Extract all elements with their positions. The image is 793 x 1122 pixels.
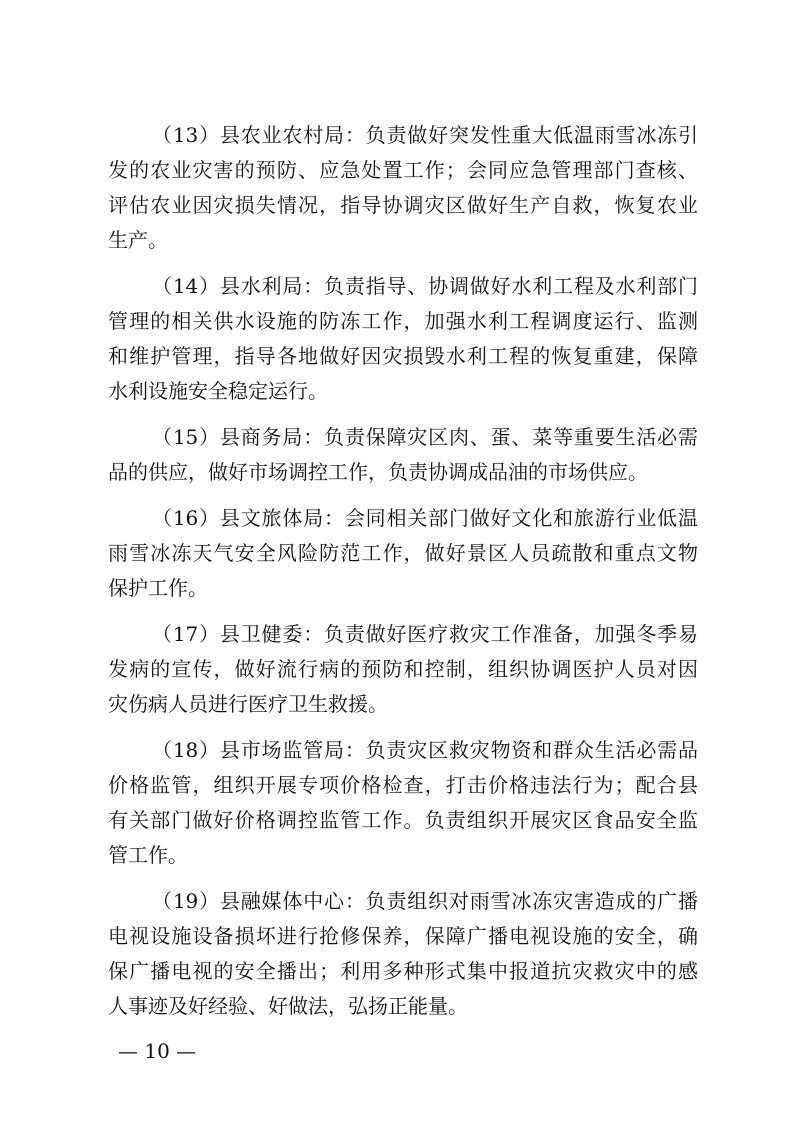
paragraph bbox=[108, 617, 698, 722]
paragraph-line: 发的农业灾害的预防、应急处置工作；会同应急管理部门查核、 bbox=[108, 158, 698, 182]
paragraph bbox=[108, 420, 698, 490]
paragraph-line: 评估农业因灾损失情况，指导协调灾区做好生产自救，恢复农业 bbox=[108, 193, 698, 217]
paragraph-line: 生产。 bbox=[108, 228, 168, 252]
paragraph-line: 雨雪冰冻天气安全风险防范工作，做好景区人员疏散和重点文物 bbox=[108, 541, 698, 565]
paragraph-line: 有关部门做好价格调控监管工作。负责组织开展灾区食品安全监 bbox=[108, 808, 698, 832]
paragraph-line: 保广播电视的安全播出；利用多种形式集中报道抗灾救灾中的感 bbox=[108, 959, 698, 983]
paragraph-line: （19）县融媒体中心：负责组织对雨雪冰冻灾害造成的广播 bbox=[152, 889, 698, 913]
paragraph-line: （15）县商务局：负责保障灾区肉、蛋、菜等重要生活必需 bbox=[152, 425, 698, 449]
paragraph-line: 和维护管理，指导各地做好因灾损毁水利工程的恢复重建，保障 bbox=[108, 344, 698, 368]
paragraph-line: （17）县卫健委：负责做好医疗救灾工作准备，加强冬季易 bbox=[152, 622, 698, 646]
paragraph-line: 发病的宣传，做好流行病的预防和控制，组织协调医护人员对因 bbox=[108, 657, 698, 681]
paragraph-line: 电视设施设备损坏进行抢修保养，保障广播电视设施的安全，确 bbox=[108, 924, 698, 948]
paragraph bbox=[108, 733, 698, 873]
paragraph-line: 管理的相关供水设施的防冻工作，加强水利工程调度运行、监测 bbox=[108, 309, 698, 333]
page-number: — 10 — bbox=[118, 1039, 197, 1063]
paragraph bbox=[108, 884, 698, 1024]
paragraph-line: （13）县农业农村局：负责做好突发性重大低温雨雪冰冻引 bbox=[152, 123, 698, 147]
paragraph-line: 人事迹及好经验、好做法，弘扬正能量。 bbox=[108, 994, 468, 1018]
paragraph bbox=[108, 501, 698, 606]
paragraph-line: 灾伤病人员进行医疗卫生救援。 bbox=[108, 692, 388, 716]
paragraph-line: （14）县水利局：负责指导、协调做好水利工程及水利部门 bbox=[152, 274, 698, 298]
paragraph bbox=[108, 118, 698, 258]
paragraph-line: （18）县市场监管局：负责灾区救灾物资和群众生活必需品 bbox=[152, 738, 698, 762]
paragraph-line: 品的供应，做好市场调控工作，负责协调成品油的市场供应。 bbox=[108, 460, 648, 484]
paragraph bbox=[108, 269, 698, 409]
paragraph-line: 价格监管，组织开展专项价格检查，打击价格违法行为；配合县 bbox=[108, 773, 698, 797]
paragraph-line: 保护工作。 bbox=[108, 576, 208, 600]
paragraph-line: 管工作。 bbox=[108, 843, 188, 867]
paragraph-line: 水利设施安全稳定运行。 bbox=[108, 379, 328, 403]
paragraph-line: （16）县文旅体局：会同相关部门做好文化和旅游行业低温 bbox=[152, 506, 698, 530]
document-body bbox=[108, 118, 698, 1035]
